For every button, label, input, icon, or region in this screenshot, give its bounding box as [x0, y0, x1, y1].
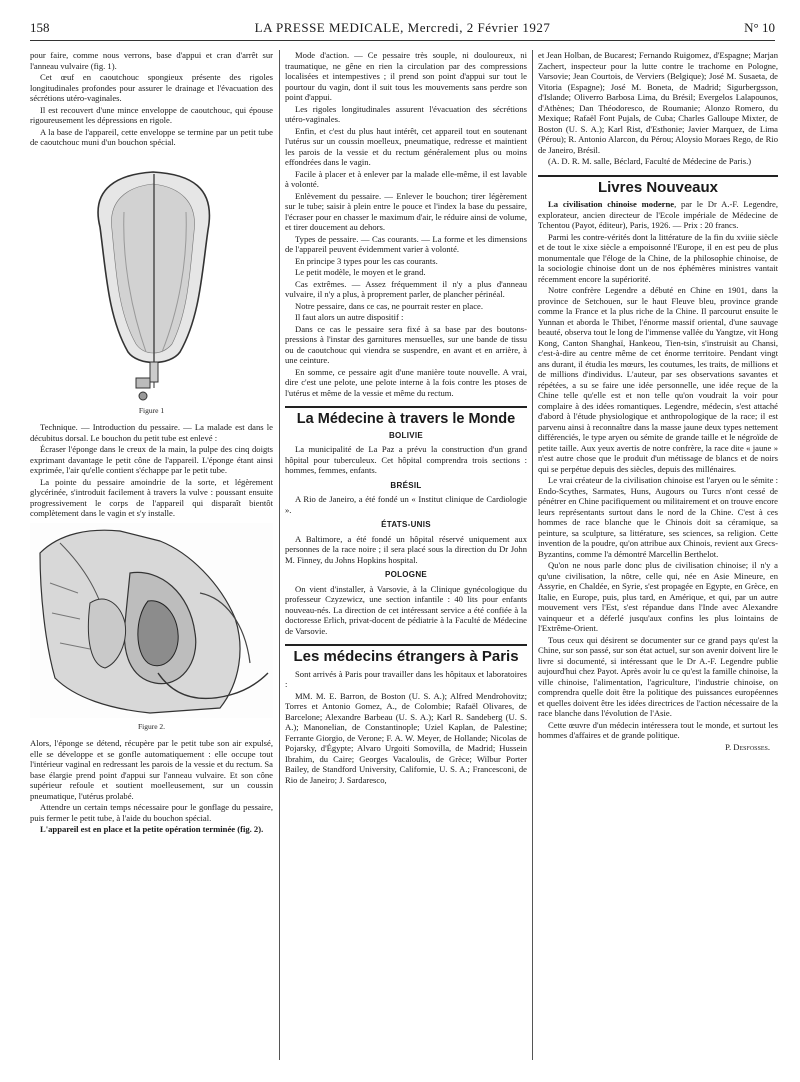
paragraph: Cette œuvre d'un médecin intéressera tout le monde, et surtout les hommes d'affaires et de grande politique. [538, 719, 778, 740]
column-2 [285, 50, 527, 786]
column-1 [30, 50, 273, 836]
figure-2-anatomical-illustration [30, 523, 273, 718]
figure-2-caption: Figure 2. [137, 721, 166, 731]
paragraph: Technique. — Introduction du pessaire. — La malade est dans le décubitus dorsal. Le bouchon du petit tube est enlevé : [30, 422, 273, 443]
paragraph: Le petit modèle, le moyen et le grand. [295, 267, 426, 277]
book-reference [538, 199, 778, 231]
paragraph: Tous ceux qui désirent se documenter sur ce grand pays qu'est la Chine, sur son passé, sur son état actuel, sur son avenir doivent lire le livre si documenté, si intéressant que le Dr A.-F. Legendre publie aujourd'hui chez Payot. Après avoir lu ce qu'est la famille chinoise, la ville chinoise, l'alimentation, l'agriculture, l'industrie chinoise, on comprendra quelle doit être la politique des puissances européennes et quelles doivent être les idées directrices de l'action nécessaire de la race blanche dans l'évolution de l'Asie. [538, 634, 778, 718]
paragraph: pour faire, comme nous verrons, base d'appui et cran d'arrêt sur l'anneau vulvaire (fig. 1). [30, 50, 273, 71]
paragraph: Notre pessaire, dans ce cas, ne pourrait rester en place. [295, 300, 484, 311]
paragraph: MM. M. E. Barron, de Boston (U. S. A.); Alfred Mendrohovitz; Torres et Antonio Gomez, A., de Colombie; Rafaël Olivares, de Barcelone; Alexandre Barbeau (U. S. A.); Karl R. Sandeberg (U. S. A.); Manonelian, de Constantinople; Uziel Kaplan, de Palestine; Ferrante Giorgio, de Verone; F. A. W. Meyer, de Hollande; Nicolas de Pojarsky, d'Égypte; Alvaro Urgoiti Somovilla, de Madrid; Hussein Ibrahim, du Caire; Georges Vacaloulis, de Grèce; Wilbur Porter Bailey, de Standford University, Californie, U. S. A.; Francesconi, de Rio de Janeiro; J. Sardaresco, [285, 690, 527, 785]
paragraph: La municipalité de La Paz a prévu la construction d'un grand hôpital pour tuberculeux. Cet hôpital comprendra trois sections : hommes, femmes, enfants. [285, 444, 527, 475]
paragraph: Alors, l'éponge se détend, récupère par le petit tube son air expulsé, elle se développe et se gonfle automatiquement : elle occupe tout l'intérieur vaginal en redressant les parois de la vessie et du rectum. Sa base élargie prend point d'appui sur l'anneau vulvaire. Et son cône supérieur refoule et soutient moelleusement, sur un coussin pneumatique, l'utérus prolabé. [30, 738, 273, 801]
paragraph: Types de pessaire. — Cas courants. — La forme et les dimensions de l'appareil peuvent évidemment varier à volonté. [285, 233, 527, 254]
column-3 [538, 50, 778, 752]
paragraph: Enfin, et c'est du plus haut intérêt, cet appareil tout en soutenant l'utérus sur un coussin moelleux, pneumatique, redresse et maintient les parois de la vessie et du rectum généralement plus ou moins effondrées dans le vagin. [285, 125, 527, 167]
column-rule [532, 50, 533, 1060]
paragraph: Facile à placer et à enlever par la malade elle-même, il est lavable à volonté. [285, 168, 527, 189]
paragraph: Enlèvement du pessaire. — Enlever le bouchon; tirer légèrement sur le tube; saisir à plein entre le pouce et l'index la base du pessaire, l'écraser pour en chasser le maximum d'air, le réduire ainsi de volume, et tirer doucement au dehors. [285, 190, 527, 232]
country-heading-pologne: POLOGNE [384, 570, 428, 579]
page-header [30, 18, 775, 41]
author-signature: P. Desfosses. [725, 741, 770, 752]
section-title-new-books: Livres Nouveaux [538, 175, 778, 194]
figure-1-pessary-illustration [30, 152, 273, 402]
journal-title: LA PRESSE MEDICALE, Mercredi, 2 Février 1927 [254, 20, 551, 35]
paragraph: Qu'on ne nous parle donc plus de civilisation chinoise; il n'y a qu'une civilisation, la nôtre, celle qui, née en Asie Mineure, en Assyrie, en Chaldée, en Syrie, s'est propagée en Egypte, en Grèce, en Italie, en Europe, puis, plus tard, en Amérique, et qui, par un autre mouvement vers l'Est, s'est répandue dans l'Inde avec Alexandre vainqueur et a déferlé jusqu'aux confins les plus lointains de l'Extrême-Orient. [538, 560, 778, 633]
section-title-foreign-doctors: Les médecins étrangers à Paris [285, 644, 527, 663]
paragraph: A Baltimore, a été fondé un hôpital réservé uniquement aux personnes de la race noire ; il sera placé sous la direction du Dr John M. Finney, du Johns Hopkins hospital. [285, 533, 527, 565]
paragraph: (A. D. R. M. salle, Béclard, Faculté de Médecine de Paris.) [548, 156, 752, 166]
country-heading-bresil: BRÉSIL [390, 480, 422, 490]
paragraph: Les rigoles longitudinales assurent l'évacuation des sécrétions utéro-vaginales. [285, 103, 527, 124]
paragraph: Mode d'action. — Ce pessaire très souple, ni douloureux, ni traumatique, ne gêne en rien la circulation par des compressions localisées et intempestives ; il prend son point d'appui sur tout le pourtour du vagin, dont il suit tous les mouvements sans perdre son point d'appui. [285, 50, 527, 102]
paragraph: Parmi les contre-vérités dont la littérature de la fin du xviiie siècle et de tout le xixe siècle a empoisonné l'Europe, il en est peu de plus monumentale que l'éloge de la Chine, de la philosophie chinoise, de la sociologie chinoise dont un de nos éphémères ministres vantait récemment encore la supériorité. [538, 231, 778, 284]
paragraph: On vient d'installer, à Varsovie, à la Clinique gynécologique du professeur Czyzewicz, une section infantile : 40 lits pour enfants nouveau-nés. La direction de cet intéressant service a été confiée à la doctoresse Erlich, privat-docent de pédiatrie à la Faculté de Médecine de Varsovie. [285, 583, 527, 636]
paragraph: Sont arrivés à Paris pour travailler dans les hôpitaux et laboratoires : [285, 668, 527, 689]
paragraph: Attendre un certain temps nécessaire pour le gonflage du pessaire, puis fermer le petit tube, à l'aide du bouchon spécial. [30, 802, 273, 823]
paragraph: Dans ce cas le pessaire sera fixé à sa base par des boutons-pressions à l'instar des garnitures mensuelles, sur une bande de tissu ou de caoutchouc qui viendra se suspendre, en avant et en arrière, à une ceinture. [285, 323, 527, 365]
paragraph: Cet œuf en caoutchouc spongieux présente des rigoles longitudinales profondes pour assurer le drainage et l'évacuation des sécrétions utéro-vaginales. [30, 72, 273, 103]
country-heading-bolivie: BOLIVIE [388, 430, 424, 440]
country-heading-usa: ÉTATS-UNIS [381, 520, 431, 529]
figure-1-caption: Figure 1 [138, 405, 165, 415]
paragraph: et Jean Holban, de Bucarest; Fernando Ruigomez, d'Espagne; Marjan Zachert, inspecteur pour la lutte contre le trachome en Pologne, Varsovie; Jean Courtois, de Verviers (Belgique); José M. Susaeta, de Vitoria (Espagne); José M. Boneta, de Madrid; Sigurbergsson, d'Islande; Oliverro Barbosa Lima, du Brésil; Evergelos Lalapounos, d'Athènes; Dan Théodoresco, de Roumanie; Alonzo Romero, du Mexique; Rafaël Font Pujals, de Cuba; Charles Galloupe Mixter, de Boston (U. S. A.); Karl Rist, d'Esthonie; Javier Marquez, de Lima (Pérou); R. Antonio Alarcon, du Pérou; Aloysio Moraes Rego, de Rio de Janeiro, Brésil. [538, 50, 778, 155]
book-title: La civilisation chinoise moderne [548, 199, 675, 209]
paragraph: Le vrai créateur de la civilisation chinoise est l'aryen ou le sémite : Endo-Scythes, Sarmates, Huns, Augours ou Turcs n'ont cessé de pénétrer en Chine pacifiquement ou militairement et on trouve encore leurs représentants surtout dans le nord de la Chine. C'est à ces hommes de race blanche que le Chinois doit sa céramique, sa peinture, sa sculpture, sa littérature, ses sciences, sa religion. Cette invention de la poudre, qu'on attribue aux Chinois, revient aux Grecs-Byzantins, comme l'a démontré Marcellin Berthelot. [538, 475, 778, 559]
paragraph: La pointe du pessaire amoindrie de la sorte, et légèrement glycérinée, s'introduit facilement à travers la vulve : poussant ensuite progressivement le corps de l'appareil qui disparaît bientôt complètement dans le vagin et s'y installe. [30, 476, 273, 518]
issue-number: N° 10 [744, 20, 775, 35]
column-rule [279, 50, 280, 1060]
paragraph: Il faut alors un autre dispositif : [295, 312, 404, 322]
paragraph: En principe 3 types pour les cas courants. [295, 255, 438, 266]
section-title-medicine-world: La Médecine à travers le Monde [285, 406, 527, 425]
paragraph: En somme, ce pessaire agit d'une manière toute nouvelle. A vrai, dire c'est une pelote, une pelote interne à la fois contre les ptoses de l'utérus et même de la vessie et même du rectum. [285, 366, 527, 398]
page-number: 158 [30, 20, 50, 35]
paragraph: A Rio de Janeiro, a été fondé un « Institut clinique de Cardiologie ». [285, 494, 527, 515]
paragraph: Il est recouvert d'une mince enveloppe de caoutchouc, qui épouse rigoureusement les dépressions en rigole. [30, 104, 273, 125]
paragraph: Écraser l'éponge dans le creux de la main, la pulpe des cinq doigts exprimant davantage le petit cône de l'appareil. L'éponge étant ainsi exprimée, l'air qu'elle contient s'échappe par le petit tube. [30, 444, 273, 475]
paragraph: Cas extrêmes. — Assez fréquemment il n'y a plus d'anneau vulvaire, il n'y a plus, à proprement parler, de plancher périnéal. [285, 278, 527, 299]
book-details: , par le Dr A.-F. Legendre, explorateur, ancien directeur de l'Ecole impériale de Médecine de Tchentou (Payot, éditeur), Paris, 1926. — Prix : 20 francs. [538, 199, 778, 230]
paragraph: Notre confrère Legendre a débuté en Chine en 1901, dans la province de Setchouen, sur le haut Fleuve bleu, province grande comme la France et la plus riche de la Chine. Il parcourut ensuite le Yunnan et aborda le Thibet, l'énorme massif oriental, d'une sauvage beauté, observa tout le long de l'immense vallée du Yangtze, vit Hong Kong, Canton Shanghaï, Hankeou, Tien-tsin, s'instruisit au Chansi, c'est-à-dire au centre même de cet énorme territoire. Pendant vingt ans durant, il étudia les mœurs, les coutumes, les traits, de millions et de millions d'individus. L'auteur, par ses observations savantes et répétées, a su se faire une idée personnelle, une idée reçue de la Chine telle qu'elle est et non telle qu'on voudrait la voir pour complaire à des idées romantiques. Legendre, médecin, s'est attaché d'abord à l'étude physiologique et anthropologique de la race; il est parvenu ainsi à reconnaître dans la masse jaune deux types nettement différenciés, le type aryen ou sémite de grande taille et le négroïde de petite taille. Aux yeux avertis de notre confrère, la race dite « jaune » n'est autre chose que le produit d'un métissage de blancs et de noirs qui se perpétue depuis des siècles, depuis des millénaires. [538, 285, 778, 474]
paragraph: L'appareil est en place et la petite opération terminée (fig. 2). [40, 824, 264, 834]
paragraph: A la base de l'appareil, cette enveloppe se termine par un petit tube de caoutchouc muni d'un bouchon spécial. [30, 126, 273, 147]
